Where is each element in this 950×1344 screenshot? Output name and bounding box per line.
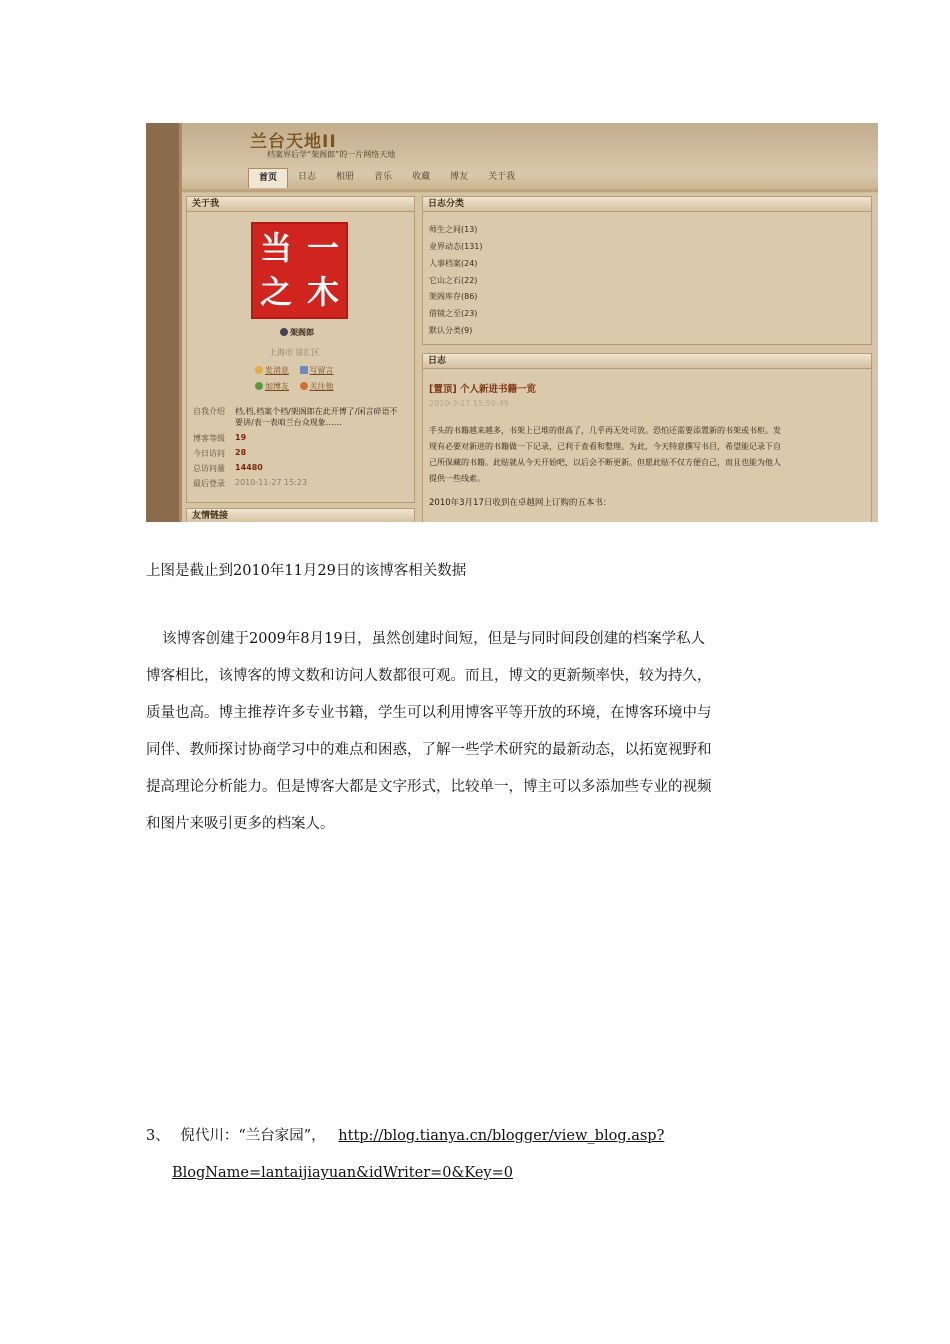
reference-url-part-1[interactable]: http://blog.tianya.cn/blogger/view_blog.asp?: [338, 1128, 665, 1144]
username-row: [280, 327, 314, 338]
leave-comment-link[interactable]: 写留言: [309, 366, 334, 375]
paragraph-line: 提高理论分析能力。但是博客大都是文字形式，比较单一，博主可以多添加些专业的视频: [146, 779, 712, 795]
nav-log[interactable]: 日志: [298, 172, 317, 182]
online-status-icon: [280, 328, 288, 336]
post-note: 2010年3月17日收到在卓越网上订购的五本书：: [429, 498, 612, 508]
reference-item: [146, 1118, 846, 1192]
post-line: 手头的书籍越来越多，书架上已堆的很高了，几乎再无处可放。恐怕还需要添置新的书架或书柜。发: [429, 426, 781, 435]
post-time: 2010-3-17 15:59:49: [429, 399, 509, 408]
user-location: 上海市 徐汇区: [269, 348, 320, 357]
message-icon: [255, 366, 263, 374]
reference-line-1: [146, 1118, 846, 1155]
category-item[interactable]: 它山之石(22): [429, 276, 478, 285]
post-line: 己所保藏的书籍。此贴就从今天开始吧，以后会不断更新。但愿此贴不仅方便自己，而且也能为他人: [429, 458, 781, 467]
left-decor-bar: [146, 123, 179, 522]
category-item[interactable]: 借镜之至(23): [429, 309, 478, 318]
nav-album[interactable]: 相册: [336, 172, 355, 182]
comment-icon: [300, 366, 308, 374]
add-friend-link[interactable]: 加博友: [265, 382, 289, 391]
nav-favorites[interactable]: 收藏: [412, 172, 431, 182]
stat-last-login: 最后登录 2010-11-27 15:23: [193, 478, 308, 488]
seal-char: 当: [259, 229, 292, 267]
friends-panel-header: 友情链接: [187, 509, 414, 522]
seal-char: 一: [306, 229, 339, 267]
category-item[interactable]: 人事档案(24): [429, 259, 478, 268]
username[interactable]: 架阁郎: [290, 328, 314, 337]
category-item[interactable]: 默认分类(9): [429, 326, 473, 335]
stat-today: 今日访问 28: [193, 448, 247, 458]
blog-title[interactable]: 兰台天地II: [250, 132, 337, 152]
stat-total: 总访问量 14480: [193, 463, 263, 473]
paragraph-line: 和图片来吸引更多的档案人。: [146, 816, 335, 832]
blog-subtitle: 档案界后学“架阁郎”的一片网络天地: [267, 150, 396, 159]
avatar-seal[interactable]: [251, 222, 348, 319]
seal-char: 木: [306, 273, 339, 311]
post-title[interactable]: [置顶] 个人新进书籍一览: [429, 384, 536, 395]
category-item[interactable]: 师生之间(13): [429, 225, 478, 234]
add-friend-icon: [255, 382, 263, 390]
nav-about[interactable]: 关于我: [488, 172, 516, 182]
reference-url-part-2[interactable]: BlogName=lantaijiayuan&idWriter=0&Key=0: [172, 1165, 513, 1181]
paragraph-line: 同伴、教师探讨协商学习中的难点和困惑，了解一些学术研究的最新动态，以拓宽视野和: [146, 742, 712, 758]
seal-char: 之: [259, 273, 292, 311]
blog-screenshot: [146, 123, 878, 522]
nav-home[interactable]: 首页: [248, 168, 288, 188]
reference-line-2: [146, 1155, 846, 1192]
figure-caption: 上图是截止到2010年11月29日的该博客相关数据: [146, 563, 467, 579]
nav-friends[interactable]: 博友: [450, 172, 469, 182]
post-line: 提供一些线索。: [429, 474, 485, 483]
blog-panel-header: 日志: [423, 354, 871, 369]
categories-panel-header: 日志分类: [423, 197, 871, 212]
paragraph-line: 质量也高。博主推荐许多专业书籍，学生可以利用博客平等开放的环境，在博客环境中与: [146, 705, 712, 721]
paragraph-line: 该博客创建于2009年8月19日，虽然创建时间短，但是与同时间段创建的档案学私人: [162, 631, 706, 647]
action-row-1: [255, 365, 334, 376]
paragraph-line: 博客相比，该博客的博文数和访问人数都很可观。而且，博文的更新频率快，较为持久，: [146, 668, 712, 684]
category-item[interactable]: 架阁库存(86): [429, 292, 478, 301]
left-decor-edge: [179, 123, 182, 522]
body-paragraph: [146, 621, 816, 843]
stat-level: 博客等级 19: [193, 433, 247, 443]
about-panel-header: 关于我: [187, 197, 414, 212]
action-row-2: [255, 381, 334, 392]
nav-music[interactable]: 音乐: [374, 172, 393, 182]
post-line: 现有必要对新进的书籍做一下记录，已利于查看和整理。为此，今天特意撰写书目，希望能记录下自: [429, 442, 781, 451]
intro-text-line-2: 要讲/表一表咱兰台众现象……: [235, 418, 342, 427]
follow-icon: [300, 382, 308, 390]
follow-link[interactable]: 关注他: [309, 382, 334, 391]
category-item[interactable]: 业界动态(131): [429, 242, 483, 251]
reference-number: 3、: [146, 1128, 170, 1144]
intro-label: 自我介绍: [193, 407, 225, 416]
send-message-link[interactable]: 发消息: [265, 366, 289, 375]
categories-panel: [422, 196, 872, 345]
friends-panel: [186, 508, 415, 522]
blog-nav: [248, 168, 525, 187]
reference-author: 倪代川：“兰台家园”，: [180, 1128, 326, 1144]
intro-text-line-1: 档,档,档案个档/架阁郎在此开博了/闲言碎语不: [235, 407, 398, 416]
